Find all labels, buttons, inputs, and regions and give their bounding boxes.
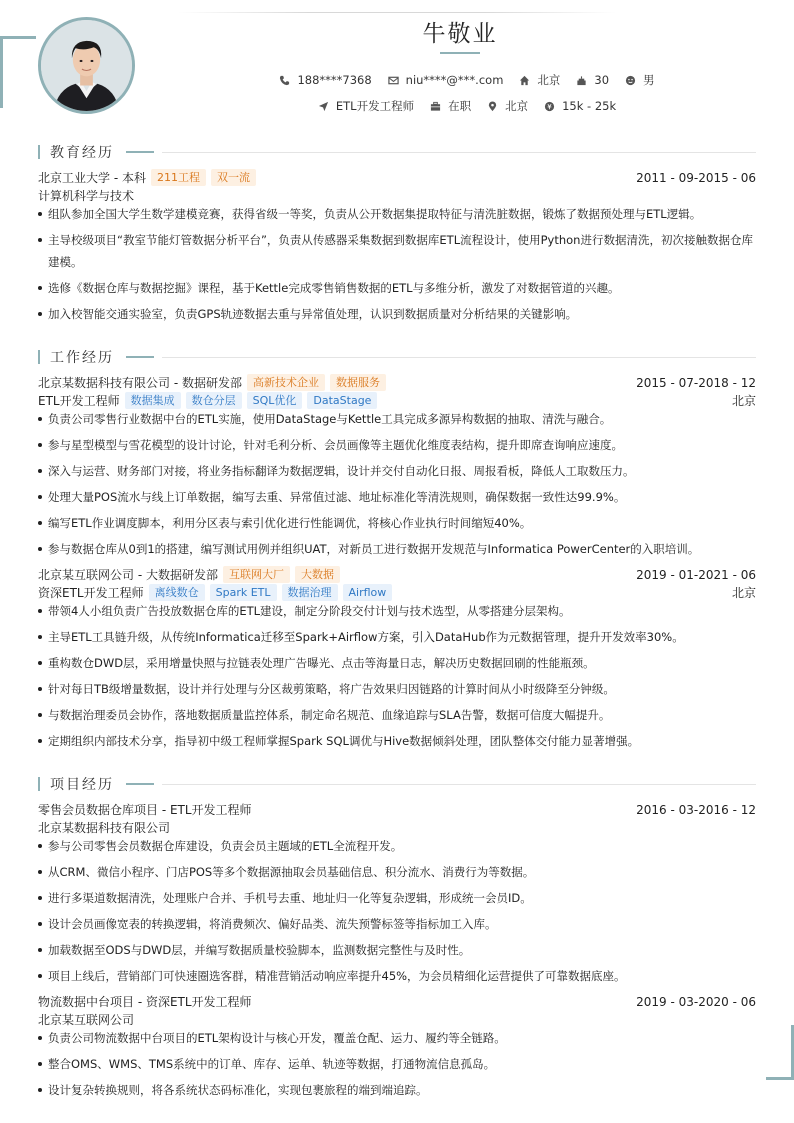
section-title-bar xyxy=(38,350,40,364)
education-bullet: 加入校智能交通实验室，负责GPS轨迹数据去重与异常值处理，认识到数据质量对分析结果的关键影响。 xyxy=(38,303,754,325)
company-tag: 大数据 xyxy=(295,566,340,583)
job-header xyxy=(38,566,756,583)
section-title-accent xyxy=(126,783,154,785)
salary-icon xyxy=(544,101,555,112)
candidate-name: 牛敬业 xyxy=(422,21,498,47)
work-section-title xyxy=(38,347,756,367)
job-role-line xyxy=(38,584,756,601)
mail-icon xyxy=(388,75,399,86)
job-bullet: 编写ETL作业调度脚本，利用分区表与索引优化进行性能调优，将核心作业执行时间缩短40%。 xyxy=(38,512,754,534)
project-company: 北京某互联网公司 xyxy=(38,1013,135,1027)
section-title-text: 项目经历 xyxy=(50,777,114,793)
project-bullet: 加载数据至ODS与DWD层，并编写数据质量校验脚本，监测数据完整性与及时性。 xyxy=(38,939,754,961)
company-tag: 数据服务 xyxy=(330,374,386,391)
section-title-rule xyxy=(162,784,756,785)
top-divider xyxy=(178,12,616,13)
email-info xyxy=(388,73,504,87)
company-name: 北京某互联网公司 - 大数据研发部 xyxy=(38,568,218,582)
residence-city: 北京 xyxy=(537,73,561,87)
job-bullet: 带领4人小组负责广告投放数据仓库的ETL建设，制定分阶段交付计划与技术选型，从零搭建分层架构。 xyxy=(38,600,754,622)
corner-decoration-bottom-right-h xyxy=(766,1077,794,1080)
skill-tag: Airflow xyxy=(343,584,393,601)
age-value: 30 xyxy=(594,73,610,87)
section-title-rule xyxy=(162,152,756,153)
education-date: 2011 - 09-2015 - 06 xyxy=(636,170,756,185)
company-tag: 高新技术企业 xyxy=(247,374,325,391)
send-icon xyxy=(318,101,329,112)
school-tag: 双一流 xyxy=(211,169,256,186)
project-bullet: 项目上线后，营销部门可快速圈选客群，精准营销活动响应率提升45%，为会员精细化运营提供了可靠数据底座。 xyxy=(38,965,754,987)
company-tag: 互联网大厂 xyxy=(223,566,290,583)
job-bullet: 负责公司零售行业数据中台的ETL实施，使用DataStage与Kettle工具完成多源异构数据的抽取、清洗与融合。 xyxy=(38,408,754,430)
job-role: 资深ETL开发工程师 xyxy=(38,586,144,600)
job-bullet: 参与数据仓库从0到1的搭建，编写测试用例并组织UAT，对新员工进行数据开发规范与Informatica PowerCenter的入职培训。 xyxy=(38,538,754,560)
job-bullet: 处理大量POS流水与线上订单数据，编写去重、异常值过滤、地址标准化等清洗规则，确保数据一致性达99.9%。 xyxy=(38,486,754,508)
school-name: 北京工业大学 - 本科 xyxy=(38,171,146,185)
education-major-line xyxy=(38,187,756,204)
major-name: 计算机科学与技术 xyxy=(38,189,135,203)
project-bullet: 整合OMS、WMS、TMS系统中的订单、库存、运单、轨迹等数据，打通物流信息孤岛。 xyxy=(38,1053,754,1075)
education-bullet: 选修《数据仓库与数据挖掘》课程，基于Kettle完成零售销售数据的ETL与多维分析，激发了对数据管道的兴趣。 xyxy=(38,277,754,299)
gender-icon xyxy=(625,75,636,86)
job-date: 2019 - 01-2021 - 06 xyxy=(636,567,756,582)
job-location: 北京 xyxy=(731,586,756,600)
section-title-bar xyxy=(38,777,40,791)
section-title-text: 工作经历 xyxy=(50,350,114,366)
skill-tag: SQL优化 xyxy=(247,392,303,409)
section-title-text: 教育经历 xyxy=(50,145,114,161)
status-info xyxy=(430,98,471,114)
skill-tag: 数据治理 xyxy=(282,584,338,601)
phone-icon xyxy=(279,75,290,86)
expected-salary: 15k - 25k xyxy=(562,99,617,113)
project-bullet: 负责公司物流数据中台项目的ETL架构设计与核心开发，覆盖仓配、运力、履约等全链路。 xyxy=(38,1027,754,1049)
job-date: 2015 - 07-2018 - 12 xyxy=(636,375,756,390)
corner-decoration-top-left-h xyxy=(0,36,36,39)
section-title-bar xyxy=(38,145,40,159)
section-title-accent xyxy=(126,356,154,358)
job-header xyxy=(38,374,756,391)
employment-status: 在职 xyxy=(448,99,472,113)
project-date: 2019 - 03-2020 - 06 xyxy=(636,994,756,1009)
section-title-rule xyxy=(162,357,756,358)
education-bullet: 主导校级项目“教室节能灯管数据分析平台”，负责从传感器采集数据到数据库ETL流程设计，使用Python进行数据清洗，初次接触数据仓库建模。 xyxy=(38,229,754,273)
target-city-info xyxy=(487,98,528,114)
company-name: 北京某数据科技有限公司 - 数据研发部 xyxy=(38,376,242,390)
job-bullet: 与数据治理委员会协作，落地数据质量监控体系，制定命名规范、血缘追踪与SLA告警，数据可信度大幅提升。 xyxy=(38,704,754,726)
job-bullet: 深入与运营、财务部门对接，将业务指标翻译为数据逻辑，设计并交付自动化日报、周报看板，降低人工取数压力。 xyxy=(38,460,754,482)
project-bullet: 进行多渠道数据清洗，处理账户合并、手机号去重、地址归一化等复杂逻辑，形成统一会员ID。 xyxy=(38,887,754,909)
residence-info xyxy=(519,72,560,88)
phone-number: 188****7368 xyxy=(297,73,372,87)
education-bullet: 组队参加全国大学生数学建模竞赛，获得省级一等奖，负责从公开数据集提取特征与清洗脏数据，锻炼了数据预处理与ETL逻辑。 xyxy=(38,203,754,225)
job-location: 北京 xyxy=(731,394,756,408)
project-bullet: 设计会员画像宽表的转换逻辑，将消费频次、偏好品类、流失预警标签等指标加工入库。 xyxy=(38,913,754,935)
cake-icon xyxy=(576,75,587,86)
project-header xyxy=(38,801,756,818)
project-header xyxy=(38,993,756,1010)
skill-tag: Spark ETL xyxy=(210,584,277,601)
skill-tag: DataStage xyxy=(307,392,377,409)
project-company: 北京某数据科技有限公司 xyxy=(38,821,171,835)
project-name: 零售会员数据仓库项目 - ETL开发工程师 xyxy=(38,803,252,817)
project-name: 物流数据中台项目 - 资深ETL开发工程师 xyxy=(38,995,252,1009)
phone-info xyxy=(279,73,371,87)
skill-tag: 离线数仓 xyxy=(149,584,205,601)
job-bullet: 针对每日TB级增量数据，设计并行处理与分区裁剪策略，将广告效果归因链路的计算时间从小时级降至分钟级。 xyxy=(38,678,754,700)
job-bullet: 重构数仓DWD层，采用增量快照与拉链表处理广告曝光、点击等海量日志，解决历史数据回刷的性能瓶颈。 xyxy=(38,652,754,674)
project-bullet: 参与公司零售会员数据仓库建设，负责会员主题域的ETL全流程开发。 xyxy=(38,835,754,857)
briefcase-icon xyxy=(430,101,441,112)
job-intent-row xyxy=(0,98,794,114)
gender-info xyxy=(625,72,655,88)
contact-row xyxy=(0,72,794,88)
education-section-title xyxy=(38,142,756,162)
job-bullet: 主导ETL工具链升级，从传统Informatica迁移至Spark+Airflow方案，引入DataHub作为元数据管理，提升开发效率30%。 xyxy=(38,626,754,648)
project-date: 2016 - 03-2016 - 12 xyxy=(636,802,756,817)
location-icon xyxy=(487,101,498,112)
education-entry-header xyxy=(38,169,756,186)
skill-tag: 数据集成 xyxy=(125,392,181,409)
job-role-line xyxy=(38,392,756,409)
name-underline xyxy=(440,52,480,54)
job-bullet: 参与星型模型与雪花模型的设计讨论，针对毛利分析、会员画像等主题优化维度表结构，提升即席查询响应速度。 xyxy=(38,434,754,456)
age-info xyxy=(576,73,609,87)
gender-value: 男 xyxy=(643,73,655,87)
target-position-info xyxy=(318,98,414,114)
project-company-line xyxy=(38,819,756,836)
target-city: 北京 xyxy=(505,99,529,113)
target-position: ETL开发工程师 xyxy=(335,99,415,113)
project-bullet: 从CRM、微信小程序、门店POS等多个数据源抽取会员基础信息、积分流水、消费行为等数据。 xyxy=(38,861,754,883)
job-role: ETL开发工程师 xyxy=(38,394,120,408)
project-company-line xyxy=(38,1011,756,1028)
job-bullet: 定期组织内部技术分享，指导初中级工程师掌握Spark SQL调优与Hive数据倾斜处理，团队整体交付能力显著增强。 xyxy=(38,730,754,752)
email-address: niu****@***.com xyxy=(405,73,504,87)
school-tag: 211工程 xyxy=(151,169,206,186)
salary-info xyxy=(544,99,616,113)
section-title-accent xyxy=(126,151,154,153)
projects-section-title xyxy=(38,774,756,794)
home-icon xyxy=(519,75,530,86)
skill-tag: 数仓分层 xyxy=(186,392,242,409)
project-bullet: 设计复杂转换规则，将各系统状态码标准化，实现包裹旅程的端到端追踪。 xyxy=(38,1079,754,1101)
